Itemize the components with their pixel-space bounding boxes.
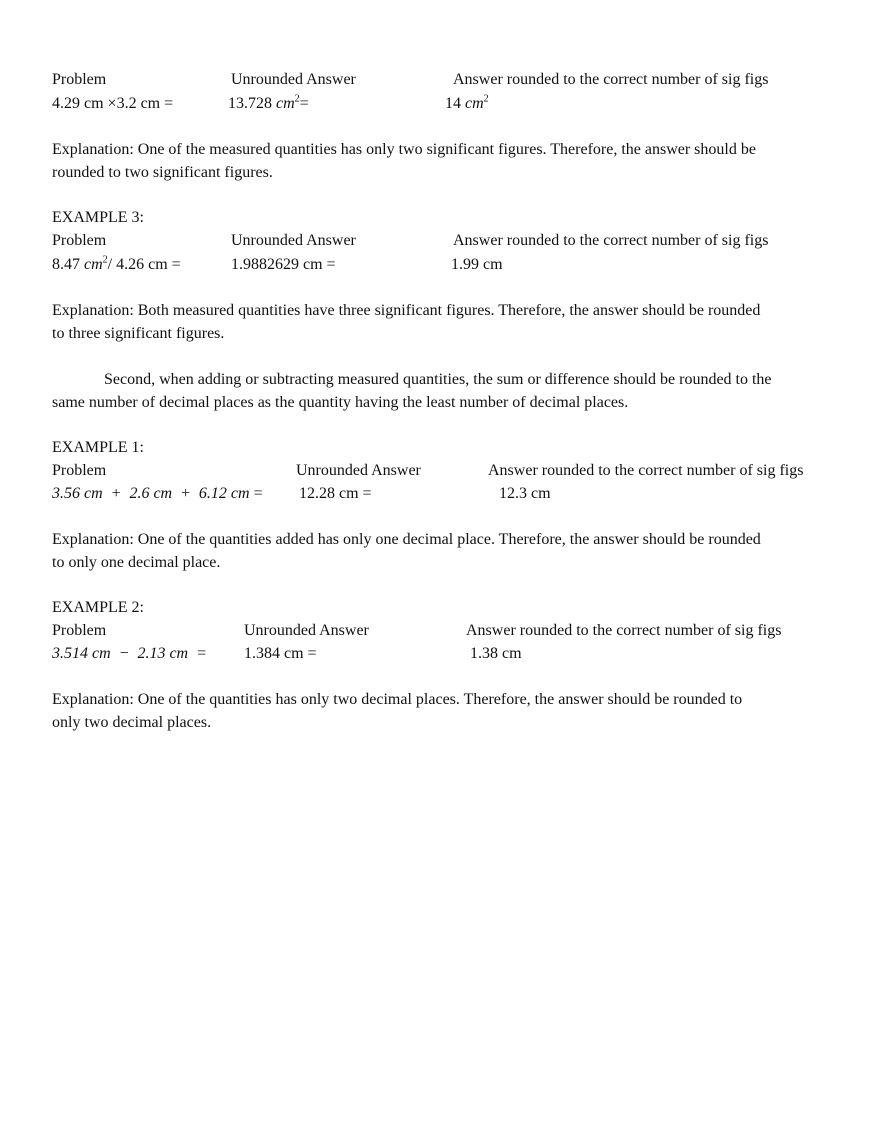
- unrounded-answer: 1.384 cm =: [244, 645, 317, 662]
- header-problem: Problem: [52, 232, 107, 249]
- header-rounded: Answer rounded to the correct number of sig figs: [466, 622, 782, 639]
- header-problem: Problem: [52, 462, 107, 479]
- header-problem: Problem: [52, 622, 107, 639]
- example-title: EXAMPLE 2:: [52, 599, 144, 616]
- header-rounded: Answer rounded to the correct number of sig figs: [453, 71, 769, 88]
- problem: 3.514 cm − 2.13 cm =: [52, 645, 207, 662]
- explanation: Explanation: One of the measured quantities has only two significant figures. Therefore, the answer should be: [52, 141, 756, 158]
- problem: 3.56 cm + 2.6 cm + 6.12 cm =: [52, 485, 263, 502]
- header-rounded: Answer rounded to the correct number of sig figs: [453, 232, 769, 249]
- unrounded-answer: 13.728 $cm^2=$: [228, 93, 309, 112]
- rule-paragraph: same number of decimal places as the quantity having the least number of decimal places.: [52, 394, 629, 411]
- rounded-answer: 1.38 cm: [470, 645, 522, 662]
- rule-paragraph: Second, when adding or subtracting measured quantities, the sum or difference should be rounded to the: [104, 371, 772, 388]
- problem: 8.47 $cm^2/$ 4.26 cm =: [52, 254, 181, 273]
- header-unrounded: Unrounded Answer: [231, 71, 356, 88]
- explanation: only two decimal places.: [52, 714, 212, 731]
- rounded-answer: 1.99 cm: [451, 256, 503, 273]
- header-rounded: Answer rounded to the correct number of sig figs: [488, 462, 804, 479]
- explanation: Explanation: One of the quantities has only two decimal places. Therefore, the answer should be rounded to: [52, 691, 743, 708]
- unrounded-answer: 12.28 cm =: [299, 485, 372, 502]
- header-unrounded: Unrounded Answer: [231, 232, 356, 249]
- explanation: rounded to two significant figures.: [52, 164, 273, 181]
- explanation: to three significant figures.: [52, 325, 225, 342]
- header-unrounded: Unrounded Answer: [296, 462, 421, 479]
- explanation: to only one decimal place.: [52, 554, 221, 571]
- rounded-answer: 14 $cm^2$: [445, 93, 489, 112]
- unrounded-answer: 1.9882629 cm =: [231, 256, 336, 273]
- example-title: EXAMPLE 1:: [52, 439, 144, 456]
- problem: 4.29 cm ×3.2 cm =: [52, 95, 174, 112]
- explanation: Explanation: Both measured quantities have three significant figures. Therefore, the answer should be rounded: [52, 302, 761, 319]
- header-problem: Problem: [52, 71, 107, 88]
- example-title: EXAMPLE 3:: [52, 209, 144, 226]
- explanation: Explanation: One of the quantities added has only one decimal place. Therefore, the answer should be rounded: [52, 531, 761, 548]
- header-unrounded: Unrounded Answer: [244, 622, 369, 639]
- rounded-answer: 12.3 cm: [499, 485, 551, 502]
